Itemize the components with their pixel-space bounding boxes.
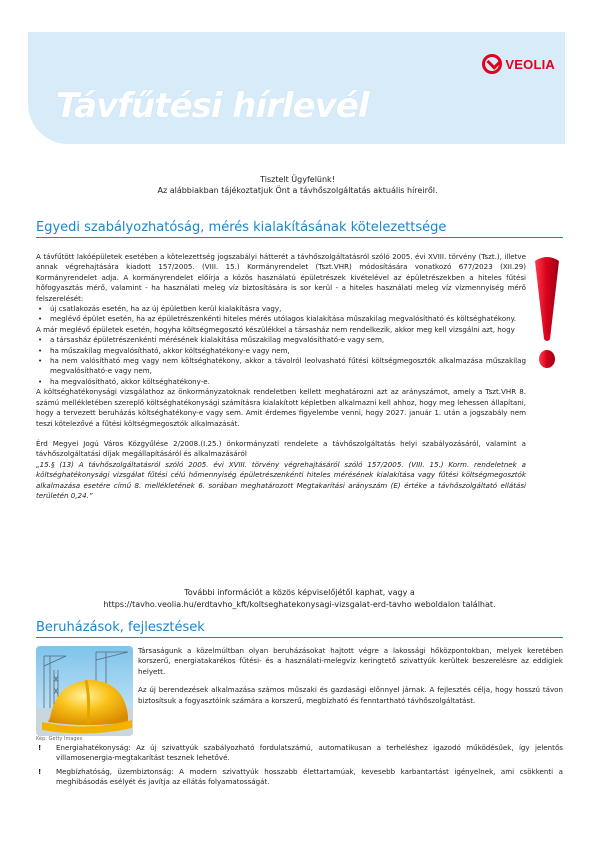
greeting-intro: Az alábbiakban tájékoztatjuk Önt a távhőszolgáltatás aktuális híreiről. xyxy=(157,186,438,195)
paragraph: Az új berendezések alkalmazása számos műszaki és gazdasági előnnyel járnak. A fejlesztés célja, hogy hosszú távon biztosítsuk a fogyasztóink számára a korszerű, megbízható és fenntartható távhőszolgáltatást. xyxy=(138,685,563,705)
bullet-list xyxy=(36,335,526,387)
issue-date: 2025/július xyxy=(492,148,555,159)
section-title-investments: Beruházások, fejlesztések xyxy=(36,620,563,638)
veolia-logo-icon xyxy=(482,54,502,74)
section-title-metering: Egyedi szabályozhatóság, mérés kialakításának kötelezettsége xyxy=(36,220,563,238)
greeting-salutation: Tisztelt Ügyfelünk! xyxy=(260,175,335,184)
paragraph: A már meglévő épületek esetén, hogyha költségmegosztó készülékkel a társasház nem rendelkezik, akkor meg kell vizsgálni azt, hogy xyxy=(36,324,515,334)
list-item xyxy=(36,767,563,788)
list-item: • a társasház épületrészenkénti mérésének kialakítása műszakilag megvalósítható-e vagy sem, xyxy=(36,335,526,345)
exclamation-icon xyxy=(533,255,561,373)
benefit-text: Megbízhatóság, üzembiztonság: A modern szivattyúk hosszabb élettartamúak, kevesebb karbantartást igényelnek, ami csökkenti a meghibásodás esélyét és javítja az ellátás folyamatosságát. xyxy=(56,766,563,787)
bullet-list xyxy=(36,304,526,325)
list-item: • ha nem valósítható meg vagy nem költséghatékony, akkor a távolról leolvasható fűtési költségmegosztók alkalmazása műszakilag megvalósítható-e vagy nem, xyxy=(36,356,526,377)
veolia-logo[interactable] xyxy=(482,54,555,74)
list-item: • meglévő épület esetén, ha az épületrészenkénti hiteles mérés utólagos kialakítása műszakilag megvalósítható és költséghatékony. xyxy=(36,314,526,324)
list-item: • ha műszakilag megvalósítható, akkor költséghatékony-e vagy nem, xyxy=(36,346,526,356)
photo-credit: Kép: Getty Images xyxy=(36,736,83,742)
list-item xyxy=(36,743,563,764)
header-banner xyxy=(28,32,565,159)
list-item: • ha megvalósítható, akkor költséghatékony-e. xyxy=(36,377,526,387)
exclamation-bullet-icon: ! xyxy=(38,743,42,752)
more-info xyxy=(36,587,563,611)
benefit-text: Energiahatékonyság: Az új szivattyúk szabályozható fordulatszámú, automatikusan a terheléshez igazodó működésűek, így jelentős villamosenergia-megtakarítást tesznek lehetővé. xyxy=(56,743,563,763)
paragraph: Társaságunk a közelmúltban olyan beruházásokat hajtott végre a lakossági hőközpontokban, melyek keretében korszerű, energiatakarékos fűtési- és a használati-melegvíz keringtető szivattyúk kerültek beszerelésre az eddigiek helyett. xyxy=(138,646,563,676)
more-info-text: További információt a közös képviselőjétől kaphat, vagy a xyxy=(184,588,415,597)
more-info-link[interactable]: https://tavho.veolia.hu/erdtavho_kft/koltseghatekonysagi-vizsgalat-erd-tavho weboldalon találhat. xyxy=(103,600,496,609)
section-body-investments xyxy=(138,646,563,714)
quote-paragraph: „15.§ (13) A távhőszolgáltatásról szóló 2005. évi XVIII. törvény végrehajtásáról szóló 157/2005. (VIII. 15.) Korm. rendeletnek a költséghatékonysági vizsgálat fűtési célú hőmennyiség épületrészenkénti hiteles mérésének kialakítása vagy fűtési költségmegosztók alkalmazása esetére című 8. mellékletének 6. sorában meghatározott Megtakarítási arányszám (E) értéke a távhőszolgáltató ellátási területén 0,24.” xyxy=(36,459,526,500)
brand-name: VEOLIA xyxy=(505,56,555,72)
paragraph: Érd Megyei Jogú Város Közgyűlése 2/2008.(I.25.) önkormányzati rendelete a távhőszolgáltatás helyi szabályozásáról, valamint a távhőszolgáltatási díjak megállapításáról és alkalmazásáról xyxy=(36,438,526,459)
list-item: • új csatlakozás esetén, ha az új épületben kerül kialakításra vagy, xyxy=(36,304,526,314)
paragraph: A költséghatékonysági vizsgálathoz az önkormányzatoknak rendeletben kellett meghatározni azt az arányszámot, amely a Tszt.VHR 8. számú mellékletében szereplő költséghatékonysági számításra kialakított képletben alkalmazni kell ahhoz, hogy meg lehessen állapítani, hogy a tervezett beruházás költséghatékony-e vagy sem. Amit érdemes figyelembe venni, hogy 2027. január 1. után a jogszabály nem teszi kötelezővé a fűtési költségmegosztók alkalmazását. xyxy=(36,387,526,428)
exclamation-bullet-icon: ! xyxy=(38,766,42,776)
section-body-metering xyxy=(36,252,526,501)
helmet-photo xyxy=(36,646,133,736)
newsletter-title: Távfűtési hírlevél xyxy=(56,86,369,126)
benefits-list xyxy=(36,743,563,791)
paragraph: A távfűtött lakóépületek esetében a kötelezettség jogszabályi hátterét a távhőszolgáltatásról szóló 2005. évi XVIII. törvény (Tszt.), illetve annak végrehajtására kiadott 157/2005. (VIII. 15.) Kormányrendelet (Tszt.VHR) módosítására vonatkozó 677/2023 (XII.29) Kormányrendelet adja. A kormányrendelet előírja a közös használatú épületrészek kivételével az épületrészekben a hiteles fűtési hőfogyasztás mérő, valamint - ha használati meleg víz biztosítására is sor kerül - a hiteles használati meleg víz vízmennyiség mérő felszerelését: xyxy=(36,252,526,303)
